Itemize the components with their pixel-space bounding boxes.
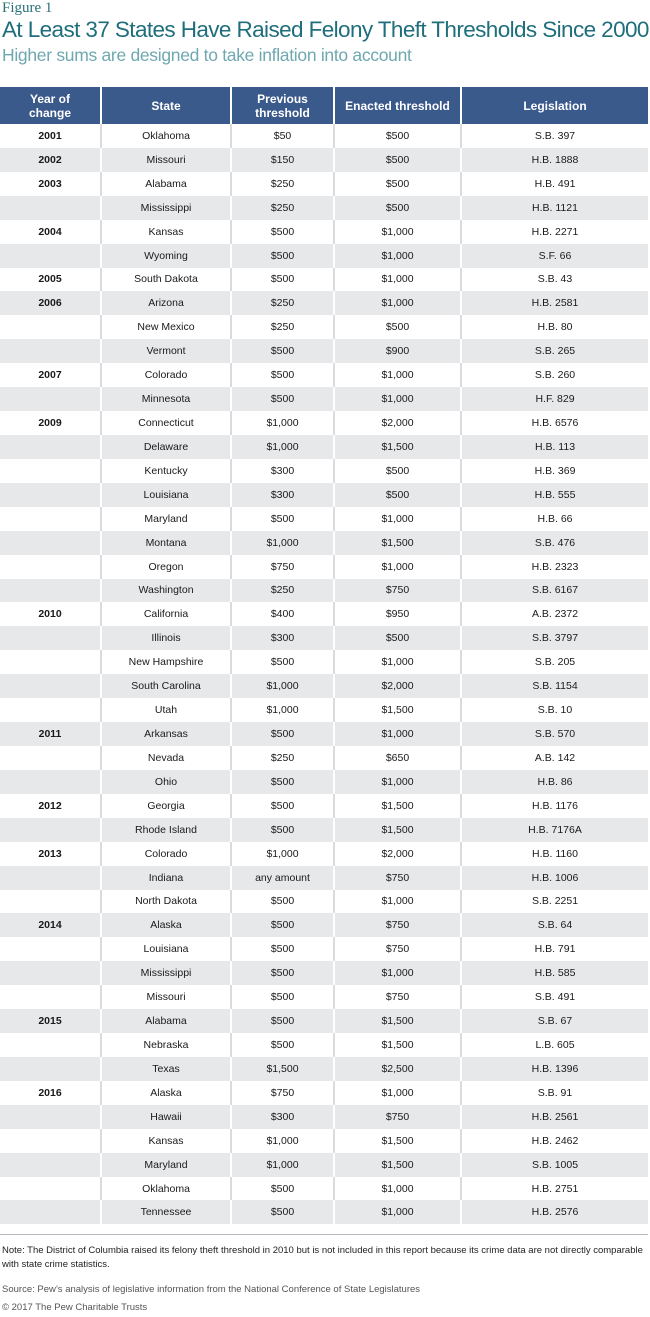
- cell-legislation: H.B. 491: [460, 172, 648, 196]
- cell-previous-threshold: $1,000: [230, 435, 333, 459]
- cell-legislation: H.B. 2576: [460, 1200, 648, 1224]
- cell-year: 2013: [38, 847, 62, 860]
- cell-year: [0, 531, 100, 555]
- cell-enacted-threshold: $500: [333, 459, 460, 483]
- cell-enacted-threshold: $750: [333, 985, 460, 1009]
- cell-year: [0, 507, 100, 531]
- cell-previous-threshold: $500: [230, 937, 333, 961]
- cell-legislation: H.B. 66: [460, 507, 648, 531]
- header-previous-threshold: [230, 87, 333, 124]
- cell-legislation: H.B. 1006: [460, 866, 648, 890]
- cell-year: [0, 746, 100, 770]
- table-body: [0, 124, 648, 1224]
- cell-legislation: S.B. 260: [460, 363, 648, 387]
- cell-legislation: H.B. 2751: [460, 1177, 648, 1201]
- cell-previous-threshold: $250: [230, 579, 333, 603]
- table-row: [0, 602, 648, 626]
- cell-previous-threshold: $1,000: [230, 1129, 333, 1153]
- cell-state: Mississippi: [100, 196, 230, 220]
- cell-state: Alabama: [100, 172, 230, 196]
- cell-previous-threshold: $500: [230, 770, 333, 794]
- cell-state: Indiana: [100, 866, 230, 890]
- cell-year: [0, 1033, 100, 1057]
- cell-year: 2011: [38, 728, 62, 740]
- cell-enacted-threshold: $1,500: [333, 1033, 460, 1057]
- cell-enacted-threshold: $500: [333, 124, 460, 148]
- cell-state: Hawaii: [100, 1105, 230, 1129]
- cell-previous-threshold: $750: [230, 555, 333, 579]
- cell-enacted-threshold: $1,000: [333, 244, 460, 268]
- cell-enacted-threshold: $1,500: [333, 1009, 460, 1033]
- cell-previous-threshold: $500: [230, 722, 333, 746]
- cell-year: [0, 339, 100, 363]
- cell-previous-threshold: $500: [230, 890, 333, 914]
- table-row: [0, 220, 648, 244]
- table-row: [0, 818, 648, 842]
- cell-year: [0, 674, 100, 698]
- thresholds-table: [0, 87, 648, 1224]
- table-row: [0, 363, 648, 387]
- cell-previous-threshold: $500: [230, 244, 333, 268]
- table-row: [0, 291, 648, 315]
- cell-enacted-threshold: $1,500: [333, 818, 460, 842]
- cell-year: 2007: [38, 369, 62, 382]
- cell-previous-threshold: $250: [230, 196, 333, 220]
- table-row: [0, 1081, 648, 1105]
- cell-legislation: H.B. 2271: [460, 220, 648, 244]
- cell-previous-threshold: $500: [230, 268, 333, 292]
- cell-previous-threshold: $500: [230, 961, 333, 985]
- cell-state: California: [100, 602, 230, 626]
- cell-legislation: H.B. 1888: [460, 148, 648, 172]
- cell-enacted-threshold: $950: [333, 602, 460, 626]
- cell-year: 2015: [38, 1015, 62, 1028]
- cell-legislation: S.B. 491: [460, 985, 648, 1009]
- cell-previous-threshold: $500: [230, 985, 333, 1009]
- cell-state: Ohio: [100, 770, 230, 794]
- cell-enacted-threshold: $1,000: [333, 1200, 460, 1224]
- cell-enacted-threshold: $500: [333, 483, 460, 507]
- cell-previous-threshold: $150: [230, 148, 333, 172]
- cell-legislation: S.B. 265: [460, 339, 648, 363]
- cell-enacted-threshold: $1,000: [333, 268, 460, 292]
- cell-previous-threshold: any amount: [230, 866, 333, 890]
- cell-legislation: S.B. 1154: [460, 674, 648, 698]
- cell-previous-threshold: $500: [230, 794, 333, 818]
- cell-year: 2010: [38, 608, 62, 621]
- cell-enacted-threshold: $500: [333, 196, 460, 220]
- figure-label: Figure 1: [2, 0, 53, 16]
- cell-state: Texas: [100, 1057, 230, 1081]
- cell-legislation: H.B. 585: [460, 961, 648, 985]
- cell-enacted-threshold: $750: [333, 913, 460, 937]
- table-row: [0, 1009, 648, 1033]
- cell-state: Colorado: [100, 842, 230, 866]
- cell-state: Mississippi: [100, 961, 230, 985]
- cell-legislation: S.B. 64: [460, 913, 648, 937]
- cell-previous-threshold: $500: [230, 650, 333, 674]
- cell-previous-threshold: $1,000: [230, 842, 333, 866]
- cell-state: Montana: [100, 531, 230, 555]
- cell-state: North Dakota: [100, 890, 230, 914]
- cell-enacted-threshold: $1,000: [333, 1177, 460, 1201]
- cell-state: Louisiana: [100, 483, 230, 507]
- cell-previous-threshold: $400: [230, 602, 333, 626]
- table-header: [0, 87, 648, 124]
- cell-enacted-threshold: $1,000: [333, 220, 460, 244]
- cell-enacted-threshold: $500: [333, 148, 460, 172]
- cell-year: [0, 1129, 100, 1153]
- cell-legislation: S.B. 3797: [460, 626, 648, 650]
- table-row: [0, 1105, 648, 1129]
- cell-state: Kentucky: [100, 459, 230, 483]
- cell-year: [0, 244, 100, 268]
- copyright-line: © 2017 The Pew Charitable Trusts: [2, 1302, 148, 1313]
- cell-previous-threshold: $500: [230, 220, 333, 244]
- cell-year: [0, 1200, 100, 1224]
- header-year: [0, 87, 100, 124]
- cell-legislation: H.B. 2323: [460, 555, 648, 579]
- cell-enacted-threshold: $1,000: [333, 650, 460, 674]
- cell-state: Minnesota: [100, 387, 230, 411]
- cell-year: [0, 626, 100, 650]
- cell-previous-threshold: $1,000: [230, 1153, 333, 1177]
- cell-year: 2005: [38, 273, 62, 286]
- cell-previous-threshold: $500: [230, 507, 333, 531]
- cell-enacted-threshold: $750: [333, 866, 460, 890]
- table-row: [0, 196, 648, 220]
- cell-enacted-threshold: $2,500: [333, 1057, 460, 1081]
- cell-year: 2003: [38, 177, 62, 190]
- cell-state: Arizona: [100, 291, 230, 315]
- cell-previous-threshold: $500: [230, 1177, 333, 1201]
- cell-enacted-threshold: $500: [333, 626, 460, 650]
- table-row: [0, 507, 648, 531]
- header-year-label: Year of change: [28, 91, 71, 120]
- cell-legislation: S.B. 476: [460, 531, 648, 555]
- cell-previous-threshold: $300: [230, 1105, 333, 1129]
- header-previous-label: Previous threshold: [255, 91, 310, 120]
- cell-previous-threshold: $300: [230, 626, 333, 650]
- cell-previous-threshold: $1,000: [230, 698, 333, 722]
- cell-year: 2006: [38, 297, 62, 310]
- table-row: [0, 244, 648, 268]
- cell-year: [0, 1153, 100, 1177]
- cell-previous-threshold: $50: [230, 124, 333, 148]
- cell-year: 2014: [38, 919, 62, 932]
- table-row: [0, 626, 648, 650]
- table-row: [0, 866, 648, 890]
- cell-state: Nevada: [100, 746, 230, 770]
- cell-year: 2016: [38, 1086, 62, 1099]
- cell-state: Nebraska: [100, 1033, 230, 1057]
- cell-year: [0, 818, 100, 842]
- table-row: [0, 1033, 648, 1057]
- table-row: [0, 794, 648, 818]
- cell-state: Missouri: [100, 985, 230, 1009]
- cell-state: Connecticut: [100, 411, 230, 435]
- table-row: [0, 746, 648, 770]
- cell-state: Oklahoma: [100, 124, 230, 148]
- cell-previous-threshold: $1,000: [230, 531, 333, 555]
- header-state: [100, 87, 230, 124]
- cell-state: Alaska: [100, 1081, 230, 1105]
- table-row: [0, 124, 648, 148]
- cell-year: [0, 196, 100, 220]
- cell-legislation: H.B. 2561: [460, 1105, 648, 1129]
- table-row: [0, 1153, 648, 1177]
- cell-enacted-threshold: $750: [333, 1105, 460, 1129]
- cell-previous-threshold: $750: [230, 1081, 333, 1105]
- cell-year: [0, 387, 100, 411]
- cell-year: [0, 985, 100, 1009]
- cell-legislation: H.B. 1396: [460, 1057, 648, 1081]
- cell-enacted-threshold: $1,500: [333, 1153, 460, 1177]
- table-row: [0, 937, 648, 961]
- cell-enacted-threshold: $2,000: [333, 674, 460, 698]
- table-row: [0, 268, 648, 292]
- cell-enacted-threshold: $1,000: [333, 1081, 460, 1105]
- cell-state: Oklahoma: [100, 1177, 230, 1201]
- cell-previous-threshold: $250: [230, 315, 333, 339]
- cell-enacted-threshold: $1,500: [333, 531, 460, 555]
- cell-legislation: S.B. 43: [460, 268, 648, 292]
- cell-previous-threshold: $300: [230, 459, 333, 483]
- cell-legislation: S.B. 205: [460, 650, 648, 674]
- cell-previous-threshold: $500: [230, 363, 333, 387]
- cell-state: Oregon: [100, 555, 230, 579]
- cell-previous-threshold: $500: [230, 818, 333, 842]
- cell-legislation: H.B. 1121: [460, 196, 648, 220]
- table-row: [0, 913, 648, 937]
- cell-state: South Carolina: [100, 674, 230, 698]
- table-row: [0, 435, 648, 459]
- header-legislation: [460, 87, 648, 124]
- cell-legislation: H.B. 80: [460, 315, 648, 339]
- cell-legislation: H.B. 2581: [460, 291, 648, 315]
- cell-enacted-threshold: $1,000: [333, 507, 460, 531]
- cell-year: [0, 698, 100, 722]
- cell-previous-threshold: $500: [230, 387, 333, 411]
- cell-previous-threshold: $500: [230, 1033, 333, 1057]
- figure-title: At Least 37 States Have Raised Felony Theft Thresholds Since 2000: [2, 17, 649, 42]
- cell-legislation: H.B. 791: [460, 937, 648, 961]
- table-row: [0, 674, 648, 698]
- cell-legislation: H.B. 2462: [460, 1129, 648, 1153]
- table-row: [0, 1200, 648, 1224]
- cell-legislation: S.B. 2251: [460, 890, 648, 914]
- cell-enacted-threshold: $650: [333, 746, 460, 770]
- table-row: [0, 650, 648, 674]
- cell-year: [0, 650, 100, 674]
- table-row: [0, 315, 648, 339]
- cell-previous-threshold: $500: [230, 1009, 333, 1033]
- figure-subtitle: Higher sums are designed to take inflation into account: [2, 45, 412, 65]
- cell-previous-threshold: $250: [230, 172, 333, 196]
- table-row: [0, 483, 648, 507]
- cell-state: Georgia: [100, 794, 230, 818]
- cell-year: [0, 555, 100, 579]
- table-row: [0, 1177, 648, 1201]
- table-row: [0, 770, 648, 794]
- cell-legislation: S.B. 10: [460, 698, 648, 722]
- cell-year: 2004: [38, 225, 62, 238]
- table-row: [0, 148, 648, 172]
- cell-legislation: S.B. 67: [460, 1009, 648, 1033]
- table-row: [0, 890, 648, 914]
- cell-state: New Hampshire: [100, 650, 230, 674]
- cell-year: 2001: [38, 129, 62, 142]
- cell-state: Tennessee: [100, 1200, 230, 1224]
- cell-state: Missouri: [100, 148, 230, 172]
- cell-enacted-threshold: $1,000: [333, 555, 460, 579]
- table-row: [0, 842, 648, 866]
- footnote: Note: The District of Columbia raised its felony theft threshold in 2010 but is not included in this report because its crime data are not directly comparable with state crime statistics.: [2, 1245, 643, 1270]
- cell-legislation: H.B. 1176: [460, 794, 648, 818]
- footer-divider: [0, 1234, 648, 1235]
- cell-year: 2012: [38, 799, 62, 812]
- header-state-label: State: [151, 98, 181, 113]
- cell-state: Vermont: [100, 339, 230, 363]
- table-row: [0, 387, 648, 411]
- cell-enacted-threshold: $2,000: [333, 842, 460, 866]
- cell-enacted-threshold: $2,000: [333, 411, 460, 435]
- cell-enacted-threshold: $750: [333, 579, 460, 603]
- cell-legislation: H.B. 86: [460, 770, 648, 794]
- cell-enacted-threshold: $1,000: [333, 363, 460, 387]
- cell-legislation: S.F. 66: [460, 244, 648, 268]
- cell-enacted-threshold: $1,000: [333, 961, 460, 985]
- cell-enacted-threshold: $1,500: [333, 435, 460, 459]
- cell-legislation: H.B. 113: [460, 435, 648, 459]
- table-row: [0, 579, 648, 603]
- table-row: [0, 339, 648, 363]
- cell-state: Alabama: [100, 1009, 230, 1033]
- cell-legislation: S.B. 91: [460, 1081, 648, 1105]
- cell-year: [0, 315, 100, 339]
- cell-state: Rhode Island: [100, 818, 230, 842]
- cell-enacted-threshold: $900: [333, 339, 460, 363]
- cell-previous-threshold: $500: [230, 913, 333, 937]
- cell-previous-threshold: $250: [230, 291, 333, 315]
- cell-legislation: H.B. 555: [460, 483, 648, 507]
- cell-year: [0, 459, 100, 483]
- cell-previous-threshold: $300: [230, 483, 333, 507]
- cell-previous-threshold: $500: [230, 1200, 333, 1224]
- cell-state: Maryland: [100, 1153, 230, 1177]
- header-enacted-threshold: [333, 87, 460, 124]
- cell-enacted-threshold: $500: [333, 315, 460, 339]
- cell-state: Wyoming: [100, 244, 230, 268]
- cell-state: Kansas: [100, 1129, 230, 1153]
- cell-previous-threshold: $1,000: [230, 411, 333, 435]
- cell-year: [0, 770, 100, 794]
- cell-state: South Dakota: [100, 268, 230, 292]
- cell-year: [0, 579, 100, 603]
- cell-previous-threshold: $1,500: [230, 1057, 333, 1081]
- cell-enacted-threshold: $1,000: [333, 387, 460, 411]
- cell-previous-threshold: $1,000: [230, 674, 333, 698]
- table-row: [0, 698, 648, 722]
- cell-legislation: H.F. 829: [460, 387, 648, 411]
- table-row: [0, 985, 648, 1009]
- cell-year: [0, 961, 100, 985]
- header-legislation-label: Legislation: [523, 98, 587, 113]
- cell-state: Arkansas: [100, 722, 230, 746]
- cell-legislation: S.B. 6167: [460, 579, 648, 603]
- table-row: [0, 531, 648, 555]
- cell-state: Maryland: [100, 507, 230, 531]
- cell-state: Delaware: [100, 435, 230, 459]
- cell-legislation: H.B. 369: [460, 459, 648, 483]
- cell-enacted-threshold: $1,000: [333, 291, 460, 315]
- cell-state: New Mexico: [100, 315, 230, 339]
- table-row: [0, 411, 648, 435]
- cell-previous-threshold: $500: [230, 339, 333, 363]
- cell-enacted-threshold: $500: [333, 172, 460, 196]
- cell-state: Utah: [100, 698, 230, 722]
- cell-state: Alaska: [100, 913, 230, 937]
- cell-enacted-threshold: $1,500: [333, 1129, 460, 1153]
- cell-enacted-threshold: $1,500: [333, 794, 460, 818]
- cell-year: [0, 937, 100, 961]
- cell-legislation: A.B. 2372: [460, 602, 648, 626]
- table-row: [0, 459, 648, 483]
- cell-enacted-threshold: $1,000: [333, 770, 460, 794]
- table-row: [0, 961, 648, 985]
- table-row: [0, 1129, 648, 1153]
- cell-previous-threshold: $250: [230, 746, 333, 770]
- source-line: Source: Pew’s analysis of legislative information from the National Conference of State Legislatures: [2, 1284, 421, 1295]
- cell-enacted-threshold: $1,000: [333, 722, 460, 746]
- cell-state: Colorado: [100, 363, 230, 387]
- cell-year: [0, 1057, 100, 1081]
- table-row: [0, 1057, 648, 1081]
- cell-year: [0, 483, 100, 507]
- cell-year: [0, 1177, 100, 1201]
- cell-legislation: S.B. 397: [460, 124, 648, 148]
- table-row: [0, 722, 648, 746]
- cell-state: Illinois: [100, 626, 230, 650]
- cell-year: 2009: [38, 417, 62, 430]
- cell-year: [0, 1105, 100, 1129]
- cell-year: [0, 866, 100, 890]
- cell-legislation: S.B. 1005: [460, 1153, 648, 1177]
- cell-year: 2002: [38, 153, 62, 166]
- cell-legislation: H.B. 7176A: [460, 818, 648, 842]
- cell-enacted-threshold: $750: [333, 937, 460, 961]
- cell-year: [0, 435, 100, 459]
- cell-state: Louisiana: [100, 937, 230, 961]
- cell-state: Kansas: [100, 220, 230, 244]
- cell-legislation: H.B. 6576: [460, 411, 648, 435]
- header-enacted-label: Enacted threshold: [345, 98, 450, 113]
- cell-legislation: S.B. 570: [460, 722, 648, 746]
- cell-legislation: A.B. 142: [460, 746, 648, 770]
- cell-legislation: H.B. 1160: [460, 842, 648, 866]
- cell-enacted-threshold: $1,000: [333, 890, 460, 914]
- cell-enacted-threshold: $1,500: [333, 698, 460, 722]
- cell-state: Washington: [100, 579, 230, 603]
- table-row: [0, 172, 648, 196]
- cell-year: [0, 890, 100, 914]
- cell-legislation: L.B. 605: [460, 1033, 648, 1057]
- table-row: [0, 555, 648, 579]
